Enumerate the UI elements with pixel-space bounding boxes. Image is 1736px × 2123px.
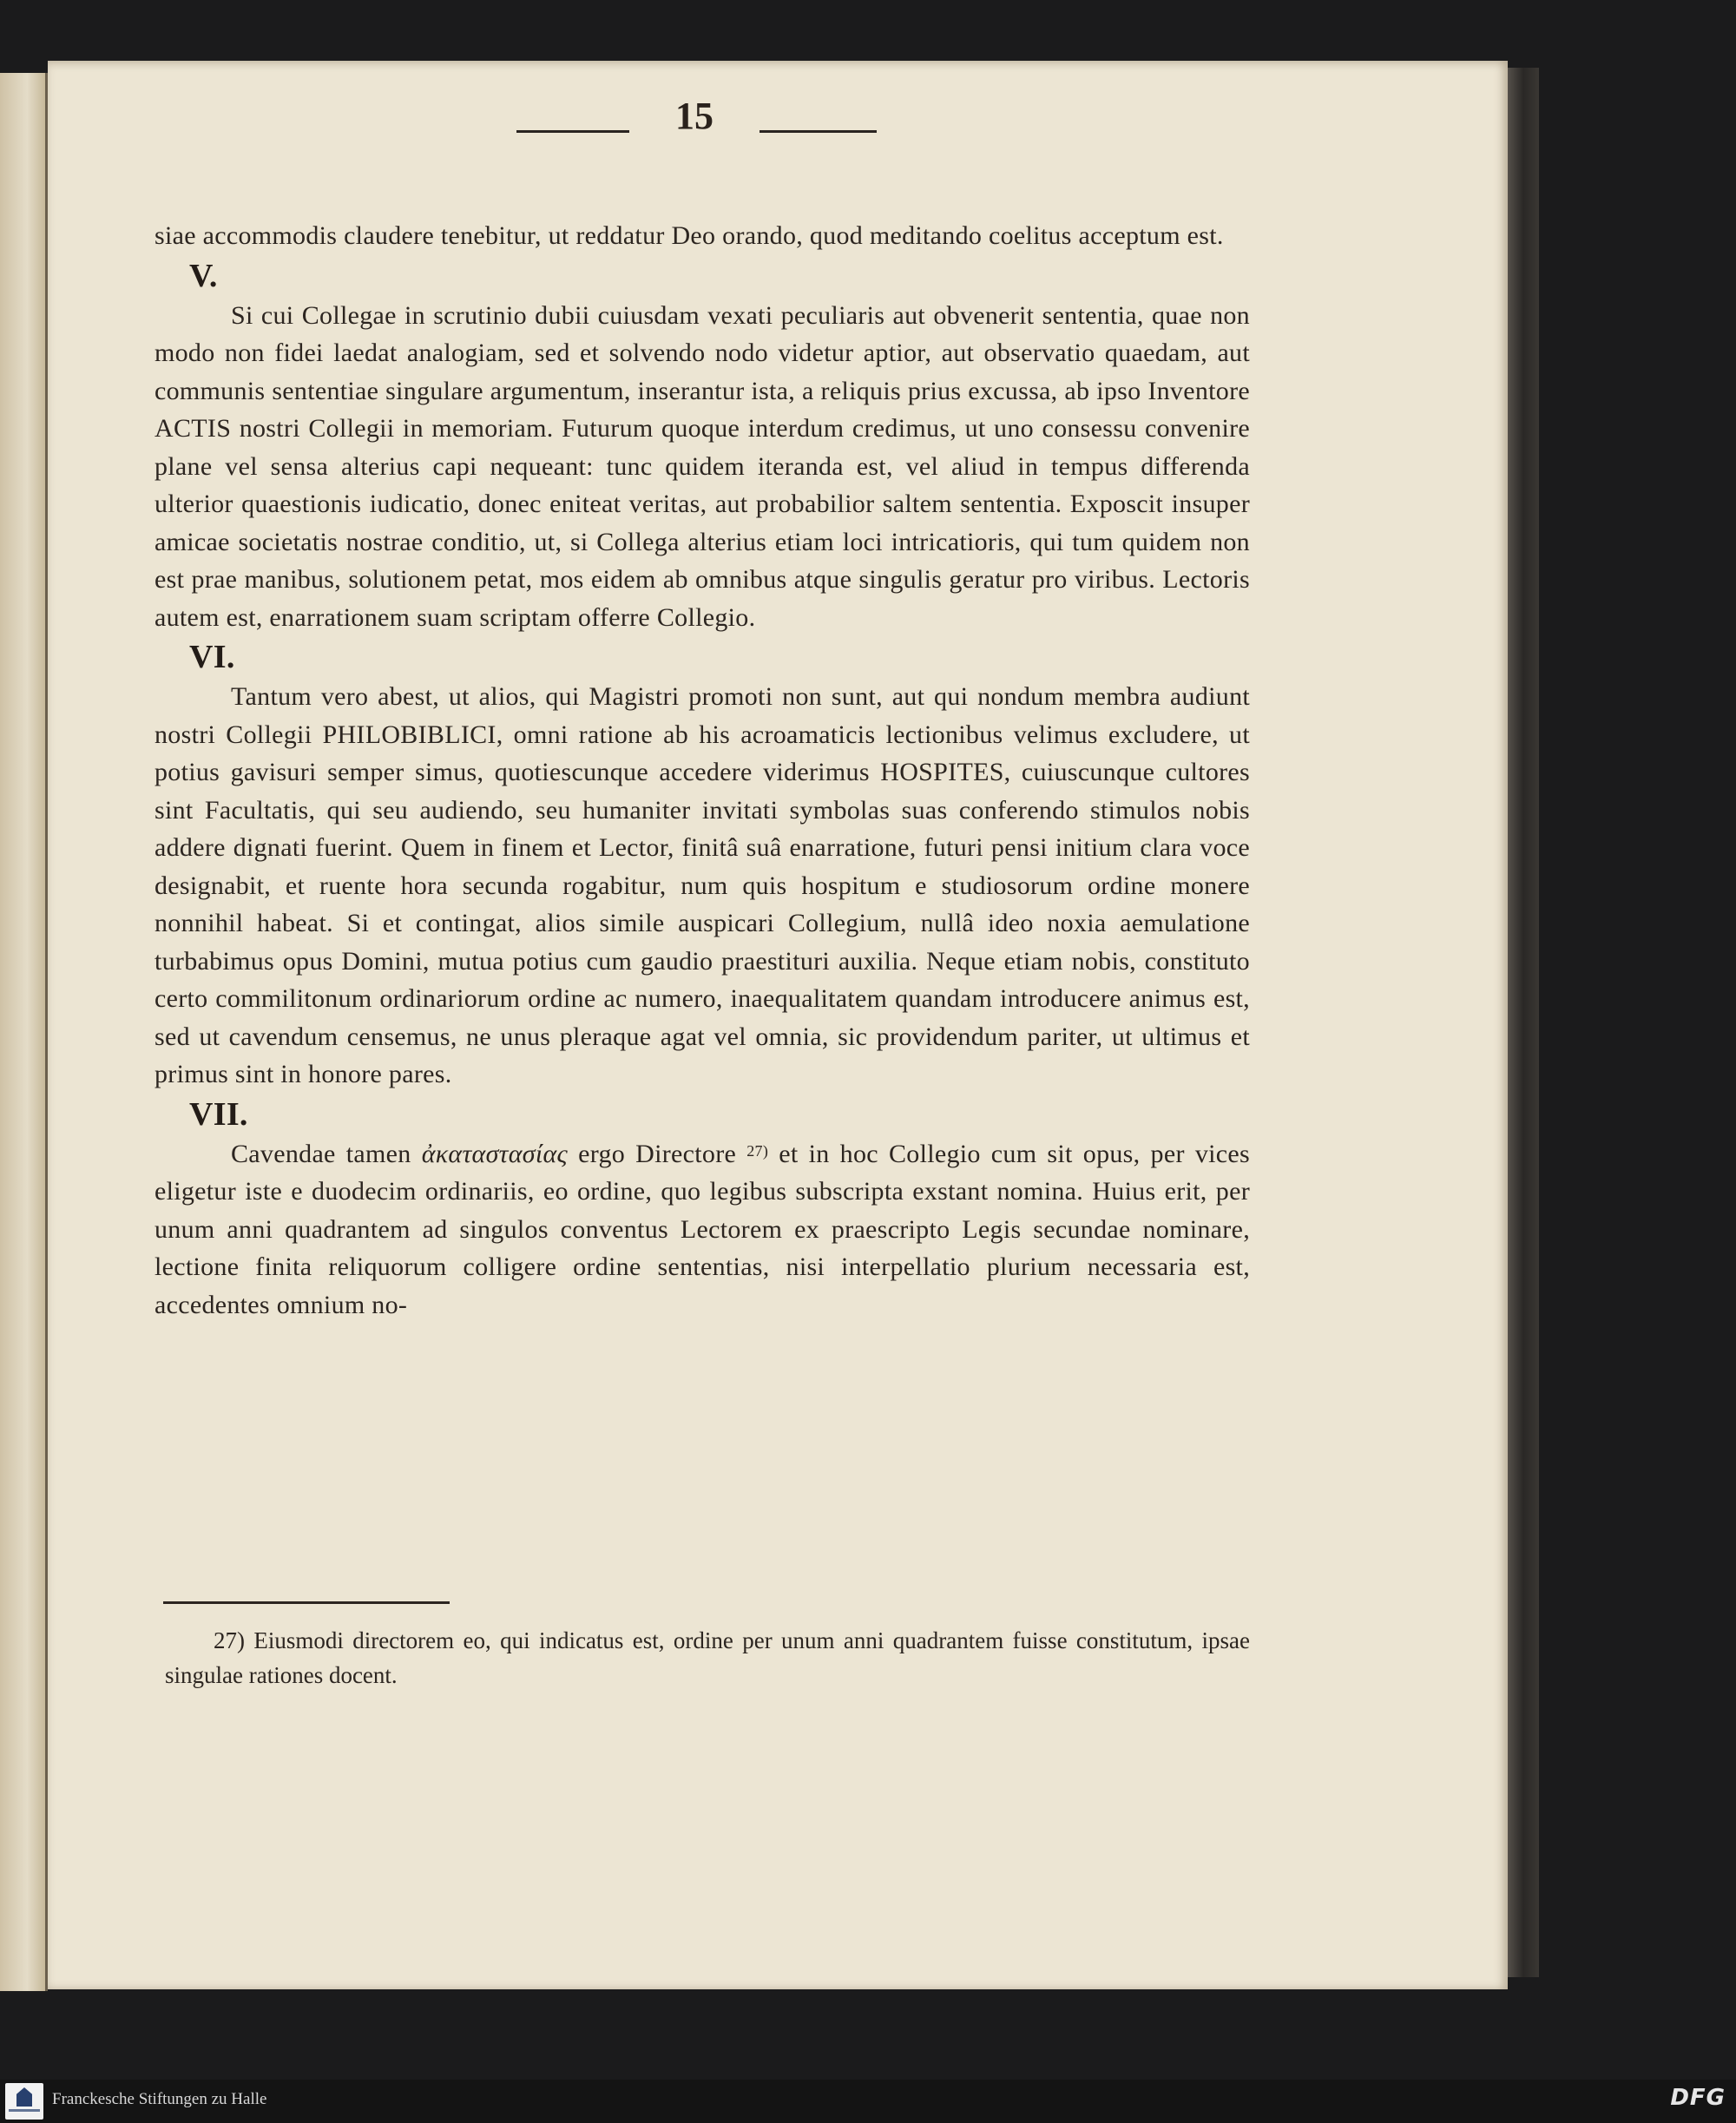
footnote-text: 27) Eiusmodi directorem eo, qui indicatus est, ordine per unum anni quadrantem fuisse constitutum, ipsae singulae rationes docent.	[165, 1627, 1250, 1688]
footnote-rule	[163, 1601, 450, 1604]
body-text	[155, 217, 1250, 1324]
book-spine	[1508, 68, 1539, 1977]
building-icon	[16, 2087, 32, 2107]
franckesche-stiftungen-logo[interactable]	[5, 2083, 43, 2120]
section-vii-mid: ergo Directore	[578, 1139, 737, 1168]
section-heading-vii: VII.	[189, 1095, 248, 1133]
previous-page-edge	[0, 73, 48, 1991]
logo-wordmark	[9, 2109, 40, 2112]
credit-text[interactable]: Franckesche Stiftungen zu Halle	[52, 2090, 267, 2108]
header-rule-right	[760, 130, 877, 133]
section-heading-v: V.	[189, 257, 218, 294]
page-number: 15	[675, 95, 713, 137]
viewer-footer-bar	[0, 2080, 1736, 2123]
section-vii-rest: et in hoc Collegio cum sit opus, per vices eligetur iste e duodecim ordinariis, eo ordine, quo legibus subscripta exstant nomina. Huius erit, per unum anni quadrantem ad singulos conventus Lectorem ex praescripto Legis secundae nominare, lectione finita reliquorum colligere ordine sententias, nisi interpellatio plurium necessaria est, accedentes omnium no-	[155, 1139, 1250, 1319]
dfg-logo[interactable]: DFG	[1670, 2085, 1726, 2111]
section-vii-lead: Cavendae tamen	[231, 1139, 411, 1168]
greek-term: ἀκαταστασίας	[421, 1139, 568, 1168]
header-rule-left	[516, 130, 629, 133]
section-vii-paragraph	[155, 1135, 1250, 1324]
section-heading-vi: VI.	[189, 639, 235, 675]
footnote	[165, 1623, 1250, 1692]
continuation-paragraph: siae accommodis claudere tenebitur, ut reddatur Deo orando, quod meditando coelitus acceptum est.	[155, 221, 1224, 250]
section-v-paragraph: Si cui Collegae in scrutinio dubii cuiusdam vexati peculiaris aut obvenerit sententia, quae non modo non fidei laedat analogiam, sed et solvendo nodo videtur aptior, aut observatio quaedam, aut communis sententiae singulare argumentum, inserantur ista, a reliquis prius excussa, ab ipso Inventore ACTIS nostri Collegii in memoriam. Futurum quoque interdum credimus, ut uno consessu convenire plane vel sensa alterius capi nequeant: tunc quidem iteranda est, vel aliud in tempus differenda ulterior quaestionis iudicatio, donec eniteat veritas, aut probabilior saltem sententia. Exposcit insuper amicae societatis nostrae conditio, ut, si Collega alterius etiam loci intricatioris, qui tum quidem non est prae manibus, solutionem petat, mos eidem ab omnibus atque singulis geratur pro viribus. Lectoris autem est, enarrationem suam scriptam offerre Collegio.	[155, 300, 1250, 632]
page-header	[469, 94, 911, 154]
footnote-reference[interactable]: 27)	[746, 1141, 769, 1160]
section-vi-paragraph: Tantum vero abest, ut alios, qui Magistri promoti non sunt, aut qui nondum membra audiunt nostri Collegii PHILOBIBLICI, omni ratione ab his acroamaticis lectionibus velimus excludere, ut potius gavisuri semper simus, quotiescunque accedere viderimus HOSPITES, cuiuscunque cultores sint Facultatis, qui seu audiendo, seu humaniter invitati symbolas suas conferendo stimulos nobis addere dignati fuerint. Quem in finem et Lector, finitâ suâ enarratione, futuri pensi initium clara voce designabit, et ruente hora secunda rogabitur, num quis hospitum e studiosorum ordine monere nonnihil habeat. Si et contingat, alios simile auspicari Collegium, nullâ ideo noxia aemulatione turbabimus opus Domini, mutua potius cum gaudio praestituri auxilia. Neque etiam nobis, constituto certo commilitonum ordinariorum ordine ac numero, inaequalitatem quandam introducere animus est, sed ut cavendum censemus, ne unus pleraque agat vel omnia, sic providendum pariter, ut ultimus et primus sint in honore pares.	[155, 682, 1250, 1088]
